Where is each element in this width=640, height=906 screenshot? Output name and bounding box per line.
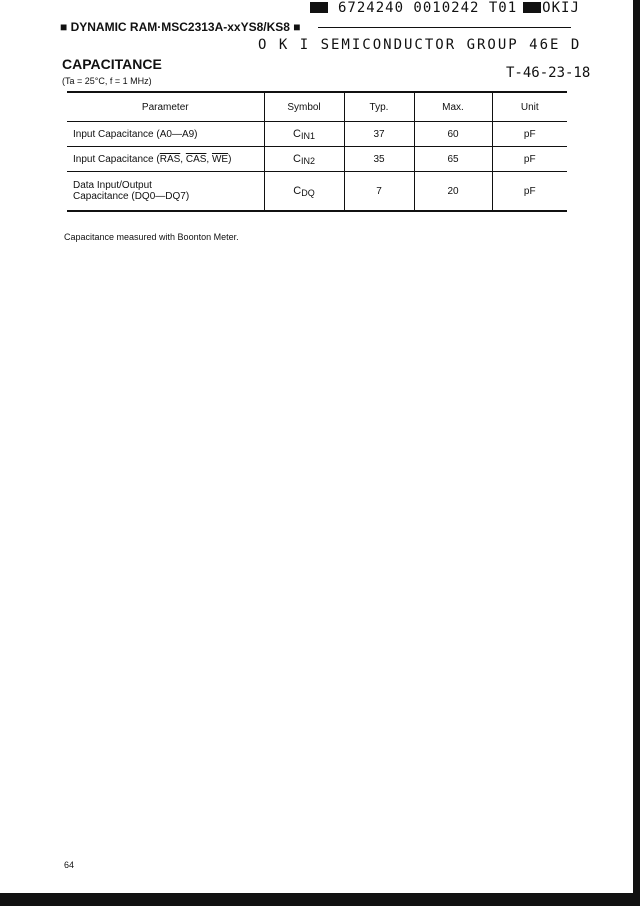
row-symbol: CDQ (264, 172, 344, 212)
scan-border-bottom (0, 893, 640, 906)
row-unit: pF (492, 147, 567, 172)
row-symbol: CIN2 (264, 147, 344, 172)
row-parameter: Input Capacitance (A0—A9) (67, 122, 264, 147)
black-block-icon (523, 2, 541, 13)
test-conditions: (Ta = 25°C, f = 1 MHz) (62, 76, 152, 86)
row-typ: 37 (344, 122, 414, 147)
row-parameter: Data Input/Output Capacitance (DQ0—DQ7) (67, 172, 264, 212)
row-max: 60 (414, 122, 492, 147)
row-max: 65 (414, 147, 492, 172)
row-typ: 7 (344, 172, 414, 212)
row-unit: pF (492, 122, 567, 147)
capacitance-table (67, 91, 567, 212)
row-symbol: CIN1 (264, 122, 344, 147)
header-code-left: 6724240 0010242 T01 (338, 0, 518, 16)
row-max: 20 (414, 172, 492, 212)
reference-code: T-46-23-18 (506, 65, 591, 81)
black-block-icon (310, 2, 328, 13)
header-unit: Unit (492, 92, 567, 122)
ras-signal: $\overline{RAS}$ (159, 153, 181, 165)
header-parameter: Parameter (67, 92, 264, 122)
document-title: ■ DYNAMIC RAM·MSC2313A-xxYS8/KS8 ■ (60, 20, 301, 34)
title-rule (318, 27, 571, 28)
we-signal: $\overline{WE}$ (211, 153, 229, 165)
table-header-row (67, 92, 567, 122)
scan-border-right (633, 0, 640, 906)
header-max: Max. (414, 92, 492, 122)
row-parameter: Input Capacitance ($\overline{RAS}$, $\overline{CAS}$, $\overline{WE}$) (67, 147, 264, 172)
row-typ: 35 (344, 147, 414, 172)
header-code-right: OKIJ (542, 0, 580, 16)
company-group-line: O K I SEMICONDUCTOR GROUP 46E D (258, 37, 582, 53)
cas-signal: $\overline{CAS}$ (185, 153, 207, 165)
header-symbol: Symbol (264, 92, 344, 122)
table-row (67, 172, 567, 212)
page-number: 64 (64, 860, 75, 870)
footnote: Capacitance measured with Boonton Meter. (64, 232, 239, 242)
table-row (67, 122, 567, 147)
header-code (310, 0, 580, 16)
table-row (67, 147, 567, 172)
section-title: CAPACITANCE (62, 56, 162, 72)
header-typ: Typ. (344, 92, 414, 122)
row-unit: pF (492, 172, 567, 212)
